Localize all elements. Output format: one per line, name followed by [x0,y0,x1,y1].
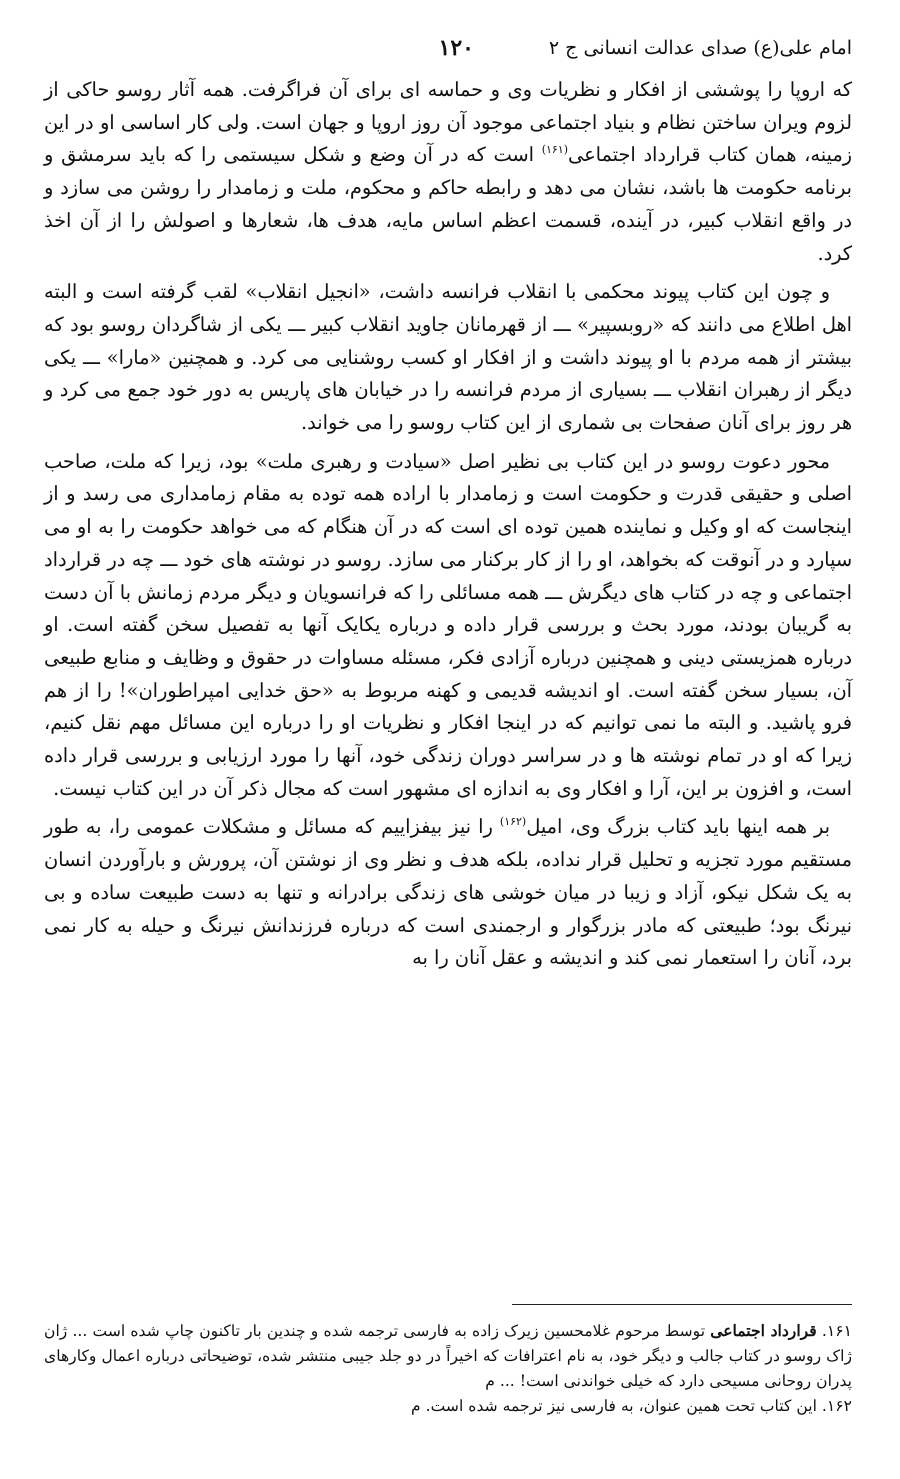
footnote-162: ۱۶۲. این کتاب تحت همین عنوان، به فارسی نیز ترجمه شده است. م [411,1397,852,1415]
footnotes [44,1318,852,1419]
paragraph-2: و چون این کتاب پیوند محکمی با انقلاب فرانسه داشت، «انجیل انقلاب» لقب گرفته است و البته اهل اطلاع می دانند که «روبسپیر» ـــ از قهرمانان جاوید انقلاب کبیر ـــ یکی از شاگردان روسو بود که بیشتر از همه مردم با او پیوند داشت و از افکار او کسب روشنایی می کرد. و همچنین «مارا» ـــ یکی دیگر از رهبران انقلاب ـــ بسیاری از مردم فرانسه را در خیابان های پاریس به دور خود جمع می کرد و هر روز برای آنان صفحات بی شماری از این کتاب روسو را می خواند. [44,280,852,435]
footnote-161-number: ۱۶۱. [816,1322,852,1340]
book-title: امام علی(ع) صدای عدالت انسانی ج ۲ [548,37,852,59]
footnote-divider [512,1304,852,1305]
footnote-ref-162[interactable]: (۱۶۲) [499,815,527,829]
paragraph-1 [44,74,852,270]
paragraph-4-text: بر همه اینها باید کتاب بزرگ وی، امیل [526,815,830,839]
page-number: ۱۲۰ [438,35,474,61]
footnote-161-text: توسط مرحوم غلامحسین زیرک زاده به فارسی ترجمه شده و چندین بار تاکنون چاپ شده است ... ژان ژاک روسو در کتاب جالب و دیگر خود، به نام اعترافات که اخیراً در دو جلد جیبی منتشر شده، توضیحاتی درباره اعمال وکارهای پدران روحانی مسیحی دارد که خیلی خواندنی است! ... م [44,1322,852,1390]
paragraph-1-text: که اروپا را پوششی از افکار و نظریات وی و حماسه ای برای آن فراگرفت. همه آثار روسو حاکی از لزوم ویران ساختن نظام و بنیاد اجتماعی موجود آن روز اروپا و جهان است. ولی کار اساسی او در این زمینه، همان کتاب قرارداد اجتماعی [44,78,852,167]
paragraph-4 [44,811,852,975]
running-header [44,28,852,68]
footnote-ref-161[interactable]: (۱۶۱) [541,143,569,157]
footnote-161 [44,1318,852,1394]
paragraph-4-rest: را نیز بیفزاییم که مسائل و مشکلات عمومی را، به طور مستقیم مورد تجزیه و تحلیل قرار نداده، بلکه هدف و نظر وی از نوشتن آن، پرورش و بارآوردن انسان به یک شکل نیکو، آزاد و زیبا در میان خوشی های زندگی برادرانه و تنها به دست طبیعت ساده و بی نیرنگ بود؛ طبیعتی که مادر بزرگوار و ارجمندی است که درباره فرزندانش نیرنگ و حیله به کار نمی برد، آنان را استعمار نمی کند و اندیشه و عقل آنان را به [44,815,852,970]
footnote-161-title: قرارداد اجتماعی [710,1321,817,1340]
body-text [44,74,852,975]
paragraph-1-rest: است که در آن وضع و شکل سیستمی را که باید سرمشق و برنامه حکومت ها باشد، نشان می دهد و رابطه حاکم و محکوم، ملت و زمامدار را روشن می سازد و در واقع انقلاب کبیر، در آینده، قسمت اعظم اساس مایه، هدف ها، شعارها و اصولش را از آن اخذ کرد. [44,143,852,265]
book-page [44,28,852,1448]
paragraph-3: محور دعوت روسو در این کتاب بی نظیر اصل «سیادت و رهبری ملت» بود، زیرا که ملت، صاحب اصلی و حقیقی قدرت و حکومت است و زمامدار با اراده همه توده به مقام زمامداری می رسد و از اینجاست که او وکیل و نماینده همین توده ای است که در آن هنگام که می خواهد حکومت را به او می سپارد و در آنوقت که بخواهد، او را از کار برکنار می سازد. روسو در نوشته های خود ـــ چه در قرارداد اجتماعی و چه در کتاب های دیگرش ـــ همه مسائلی را که فرانسویان و دیگر مردم زمانش با آن دست به گریبان بودند، مورد بحث و بررسی قرار داده و درباره یکایک آنها به تفصیل سخن گفته است. او درباره همزیستی دینی و همچنین درباره آزادی فکر، مسئله مساوات در حقوق و وظایف و منابع طبیعی آن، بسیار سخن گفته است. او اندیشه قدیمی و کهنه مربوط به «حق خدایی امپراطوران»! را از هم فرو پاشید. و البته ما نمی توانیم که در اینجا افکار و نظریات او را درباره این مسائل مهم نقل کنیم، زیرا که او در تمام نوشته ها و در سراسر دوران زندگی خود، آنها را مورد ارزیابی و بررسی قرار داده است، و افزون بر این، آرا و افکار وی به اندازه ای مشهور است که مجال ذکر آن در این کتاب نیست. [44,449,852,800]
